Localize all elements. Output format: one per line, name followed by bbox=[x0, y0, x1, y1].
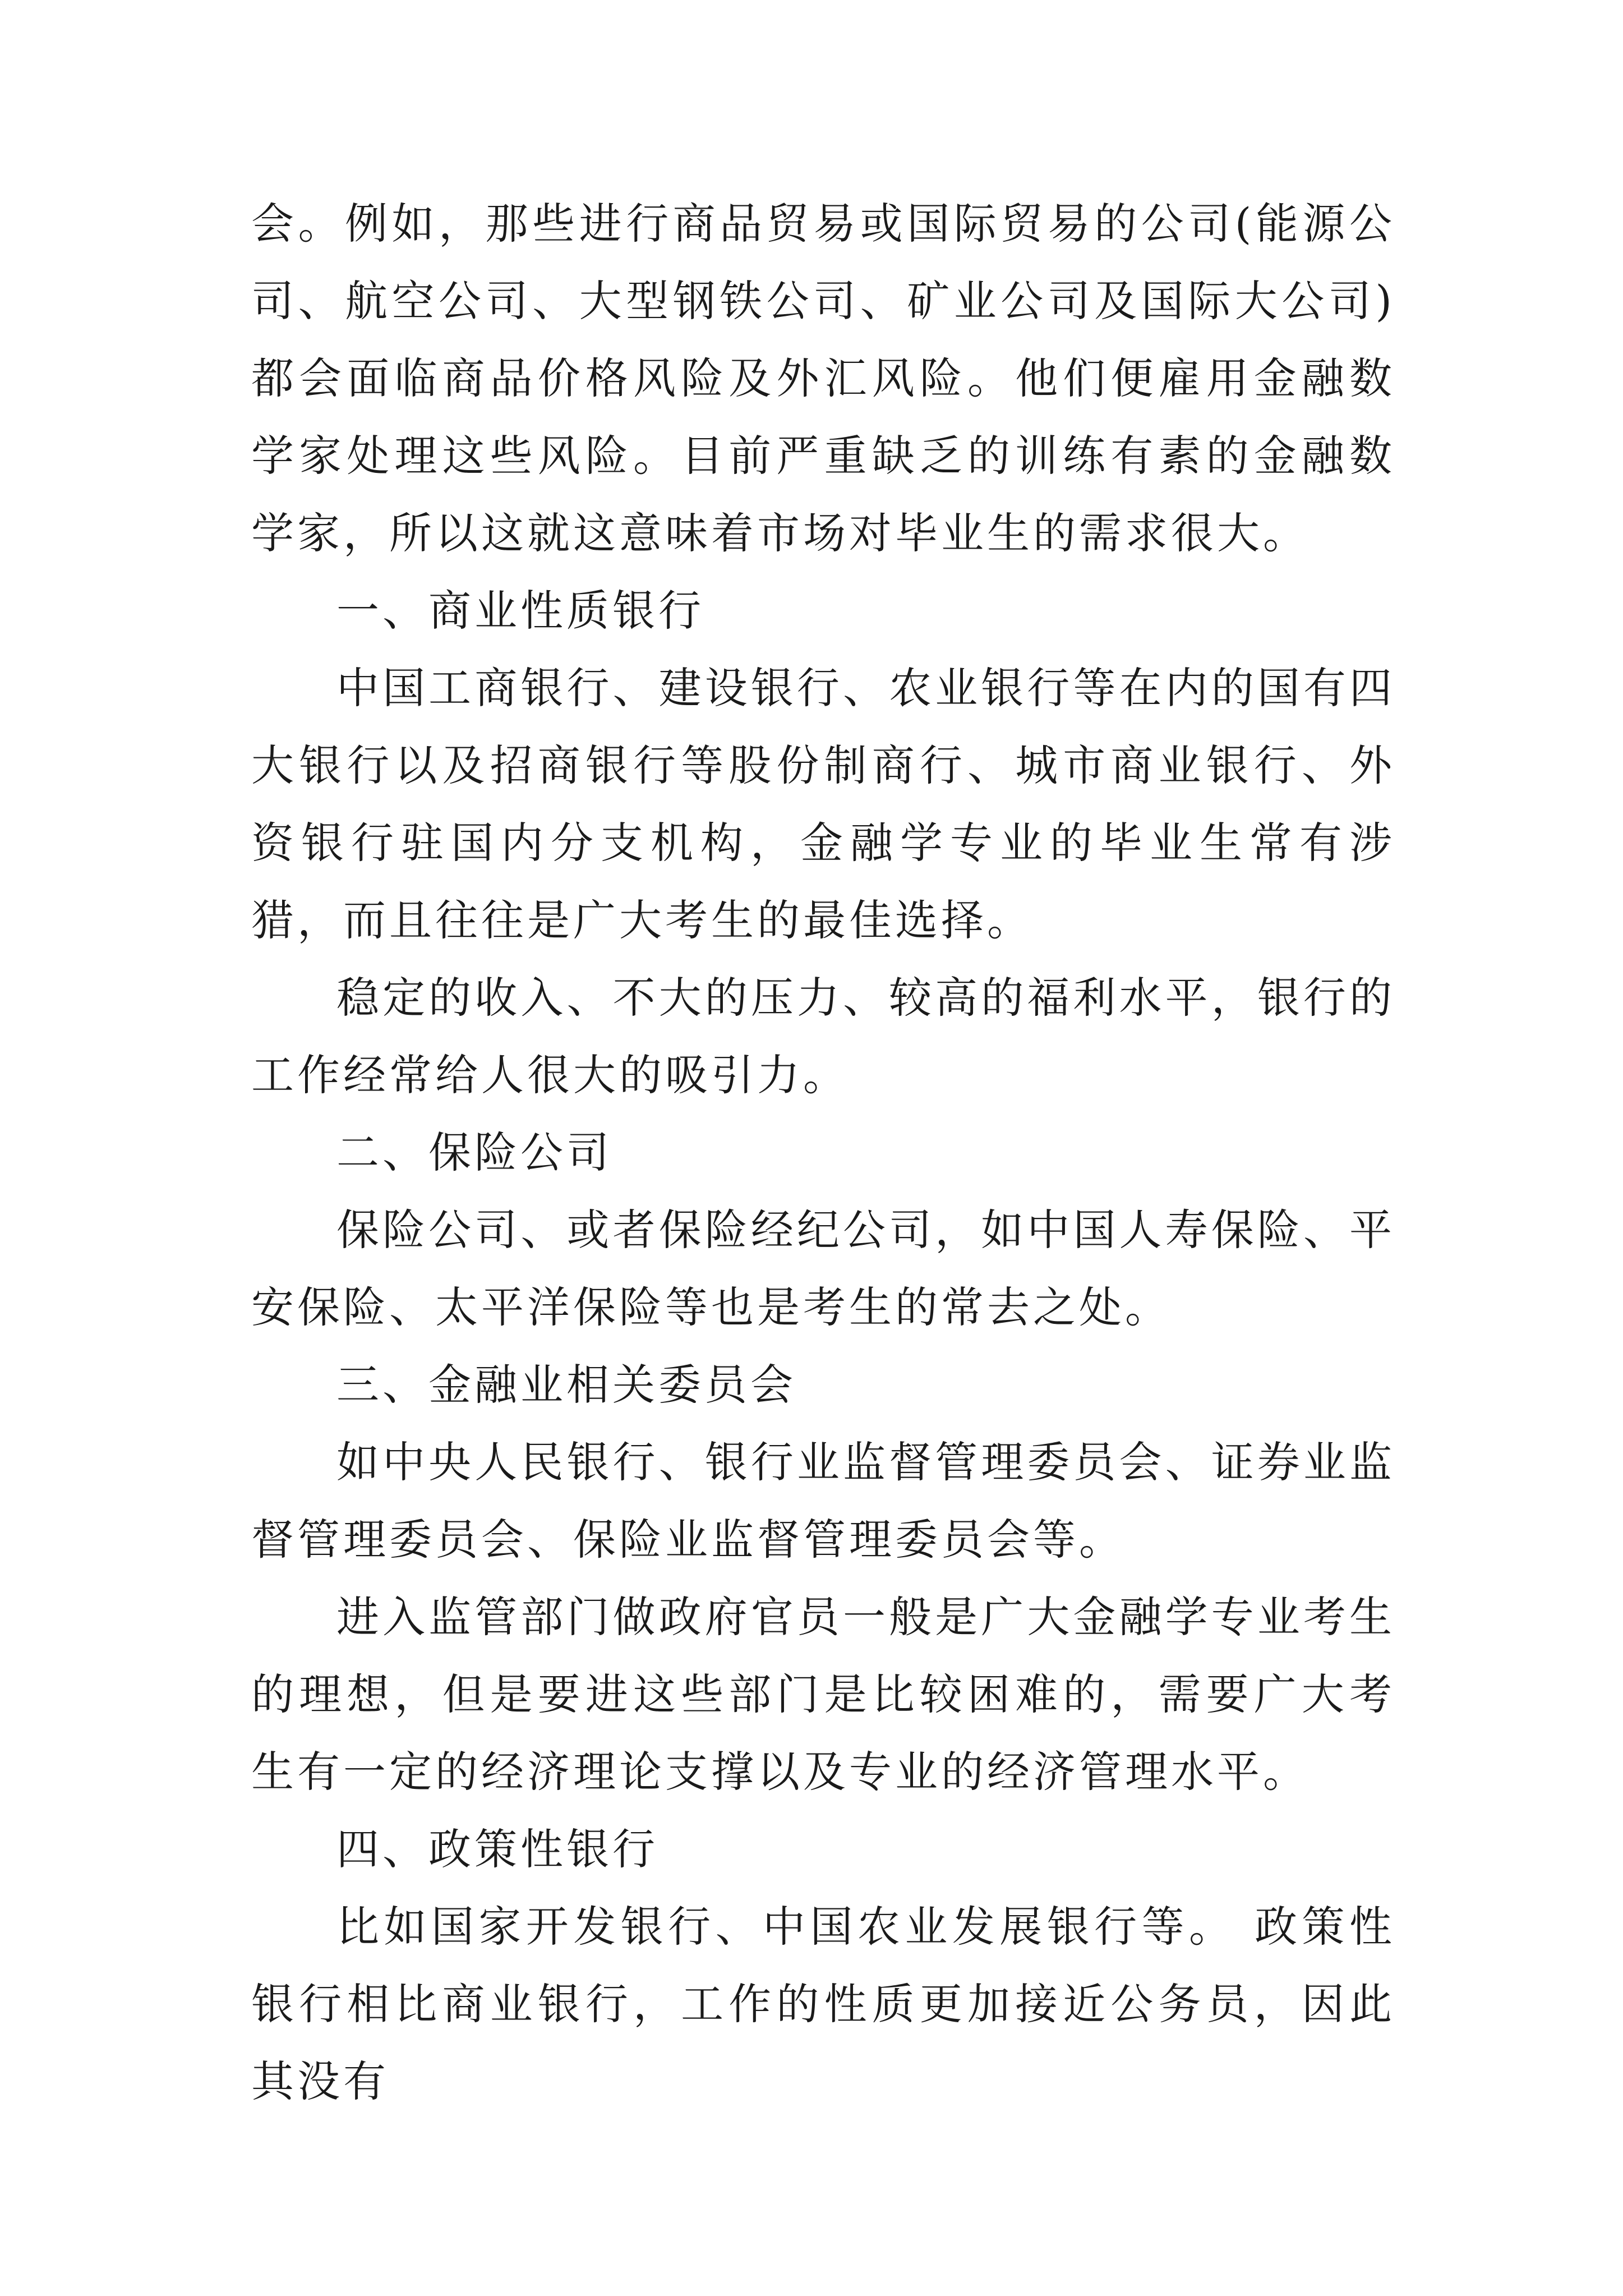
paragraph-regulators: 进入监管部门做政府官员一般是广大金融学专业考生的理想，但是要进这些部门是比较困难的，需要广大考生有一定的经济理论支撑以及专业的经济管理水平。 bbox=[251, 1592, 1395, 1797]
paragraph-commissions: 如中央人民银行、银行业监督管理委员会、证券业监督管理委员会、保险业监督管理委员会等。 bbox=[251, 1437, 1395, 1565]
paragraph-commercial-banks: 中国工商银行、建设银行、农业银行等在内的国有四大银行以及招商银行等股份制商行、城市商业银行、外资银行驻国内分支机构，金融学专业的毕业生常有涉猎，而且往往是广大考生的最佳选择。 bbox=[251, 663, 1395, 945]
section-heading-insurance: 二、保险公司 bbox=[336, 1128, 612, 1177]
paragraph-policy-banks: 比如国家开发银行、中国农业发展银行等。 政策性银行相比商业银行，工作的性质更加接近公务员，因此其没有 bbox=[251, 1902, 1395, 2106]
section-heading-commissions: 三、金融业相关委员会 bbox=[336, 1360, 796, 1410]
section-heading-policy-banks: 四、政策性银行 bbox=[336, 1824, 658, 1874]
paragraph-insurance: 保险公司、或者保险经纪公司，如中国人寿保险、平安保险、太平洋保险等也是考生的常去之处。 bbox=[251, 1205, 1395, 1332]
paragraph-bank-appeal: 稳定的收入、不大的压力、较高的福利水平，银行的工作经常给人很大的吸引力。 bbox=[251, 973, 1395, 1100]
section-heading-commercial-banks: 一、商业性质银行 bbox=[336, 586, 704, 636]
document-body bbox=[251, 185, 1395, 2120]
paragraph-continuation: 会。例如，那些进行商品贸易或国际贸易的公司(能源公司、航空公司、大型钢铁公司、矿业公司及国际大公司)都会面临商品价格风险及外汇风险。他们便雇用金融数学家处理这些风险。目前严重缺乏的训练有素的金融数学家，所以这就这意味着市场对毕业生的需求很大。 bbox=[251, 199, 1395, 558]
